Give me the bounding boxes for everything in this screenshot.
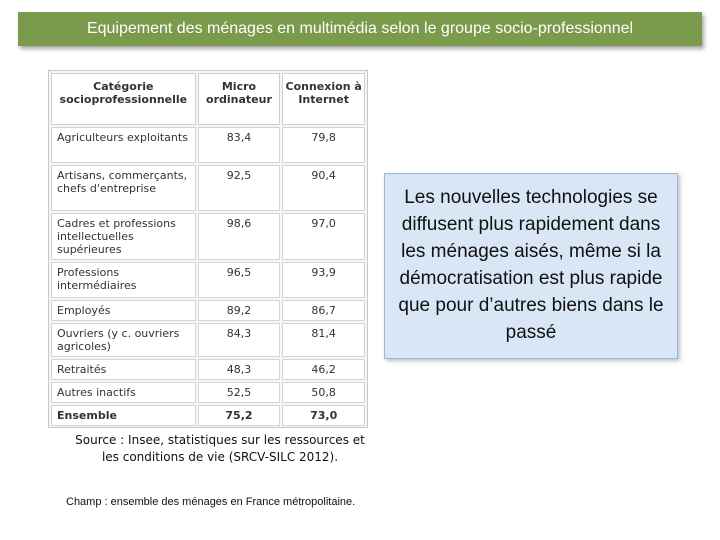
row-category: Artisans, commerçants, chefs d'entreprise [51, 165, 196, 211]
row-category: Ensemble [51, 405, 196, 426]
row-internet: 79,8 [282, 127, 365, 163]
table-row [51, 300, 365, 321]
row-micro: 84,3 [198, 323, 281, 357]
header-category: Catégorie socioprofessionnelle [51, 73, 196, 125]
table-row [51, 262, 365, 298]
table-row [51, 382, 365, 403]
row-internet: 90,4 [282, 165, 365, 211]
row-internet: 46,2 [282, 359, 365, 380]
row-micro: 83,4 [198, 127, 281, 163]
table-row [51, 323, 365, 357]
source-note: Source : Insee, statistiques sur les ressources et les conditions de vie (SRCV-SILC 2012). [75, 433, 365, 465]
row-micro: 48,3 [198, 359, 281, 380]
callout-text: Les nouvelles technologies se diffusent plus rapidement dans les ménages aisés, même si la démocratisation est plus rapide que pour d’autres biens dans le passé [398, 187, 664, 343]
row-category: Retraités [51, 359, 196, 380]
table-row [51, 213, 365, 260]
champ-note: Champ : ensemble des ménages en France métropolitaine. [66, 496, 356, 508]
row-micro: 92,5 [198, 165, 281, 211]
row-micro: 98,6 [198, 213, 281, 260]
equipment-table [48, 70, 368, 428]
data-table [49, 71, 367, 428]
row-category: Professions intermédiaires [51, 262, 196, 298]
row-internet: 86,7 [282, 300, 365, 321]
table-header-row [51, 73, 365, 125]
callout-box [384, 173, 678, 359]
table-row [51, 127, 365, 163]
row-category: Cadres et professions intellectuelles supérieures [51, 213, 196, 260]
row-internet: 97,0 [282, 213, 365, 260]
row-category: Agriculteurs exploitants [51, 127, 196, 163]
header-micro: Micro ordinateur [198, 73, 281, 125]
row-internet: 73,0 [282, 405, 365, 426]
header-internet: Connexion à Internet [282, 73, 365, 125]
row-internet: 50,8 [282, 382, 365, 403]
row-internet: 81,4 [282, 323, 365, 357]
row-micro: 96,5 [198, 262, 281, 298]
table-row [51, 359, 365, 380]
slide-title: Equipement des ménages en multimédia selon le groupe socio-professionnel [18, 12, 702, 46]
row-category: Employés [51, 300, 196, 321]
row-micro: 89,2 [198, 300, 281, 321]
row-micro: 52,5 [198, 382, 281, 403]
table-total-row [51, 405, 365, 426]
row-micro: 75,2 [198, 405, 281, 426]
table-row [51, 165, 365, 211]
row-category: Autres inactifs [51, 382, 196, 403]
row-category: Ouvriers (y c. ouvriers agricoles) [51, 323, 196, 357]
row-internet: 93,9 [282, 262, 365, 298]
